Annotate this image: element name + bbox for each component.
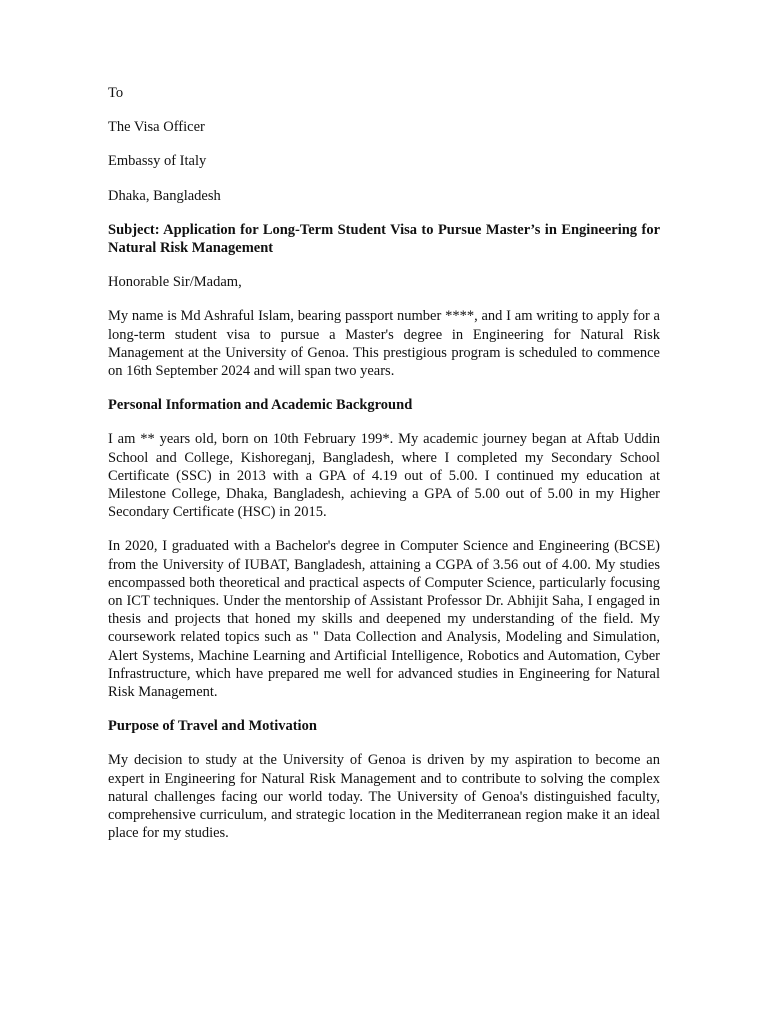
recipient-location: Dhaka, Bangladesh (108, 187, 221, 204)
section-heading-purpose: Purpose of Travel and Motivation (108, 718, 317, 735)
recipient-organization: Embassy of Italy (108, 153, 207, 170)
letter-document (108, 84, 660, 859)
salutation: Honorable Sir/Madam, (108, 274, 242, 291)
recipient-to: To (108, 85, 124, 101)
background-paragraph-1: I am ** years old, born on 10th February 199*. My academic journey began at Aftab Uddin School and College, Kishoreganj, Bangladesh, where I completed my Secondary School Certificate (SSC) in 2013 with a GPA of 4.19 out of 5.00. I continued my education at Milestone College, Dhaka, Bangladesh, achieving a GPA of 5.00 out of 5.00 in my Higher Secondary Certificate (HSC) in 2015. (108, 431, 660, 521)
section-heading-background: Personal Information and Academic Background (108, 397, 413, 414)
purpose-paragraph-1: My decision to study at the University of Genoa is driven by my aspiration to become an expert in Engineering for Natural Risk Management and to contribute to solving the complex natural challenges facing our world today. The University of Genoa's distinguished faculty, comprehensive curriculum, and strategic location in the Mediterranean region make it an ideal place for my studies. (108, 752, 660, 842)
recipient-title: The Visa Officer (108, 119, 205, 136)
background-paragraph-2: In 2020, I graduated with a Bachelor's degree in Computer Science and Engineering (BCSE) from the University of IUBAT, Bangladesh, attaining a CGPA of 3.56 out of 4.00. My studies encompassed both theoretical and practical aspects of Computer Science, particularly focusing on ICT techniques. Under the mentorship of Assistant Professor Dr. Abhijit Saha, I engaged in thesis and projects that honed my skills and deepened my understanding of the field. My coursework related topics such as " Data Collection and Analysis, Modeling and Simulation, Alert Systems, Machine Learning and Artificial Intelligence, Robotics and Automation, Cyber Infrastructure, which have prepared me well for advanced studies in Engineering for Natural Risk Management. (108, 538, 660, 701)
subject-line: Subject: Application for Long-Term Student Visa to Pursue Master’s in Engineering for Natural Risk Management (108, 221, 660, 257)
intro-paragraph: My name is Md Ashraful Islam, bearing passport number ****, and I am writing to apply for a long-term student visa to pursue a Master's degree in Engineering for Natural Risk Management at the University of Genoa. This prestigious program is scheduled to commence on 16th September 2024 and will span two years. (108, 308, 660, 380)
